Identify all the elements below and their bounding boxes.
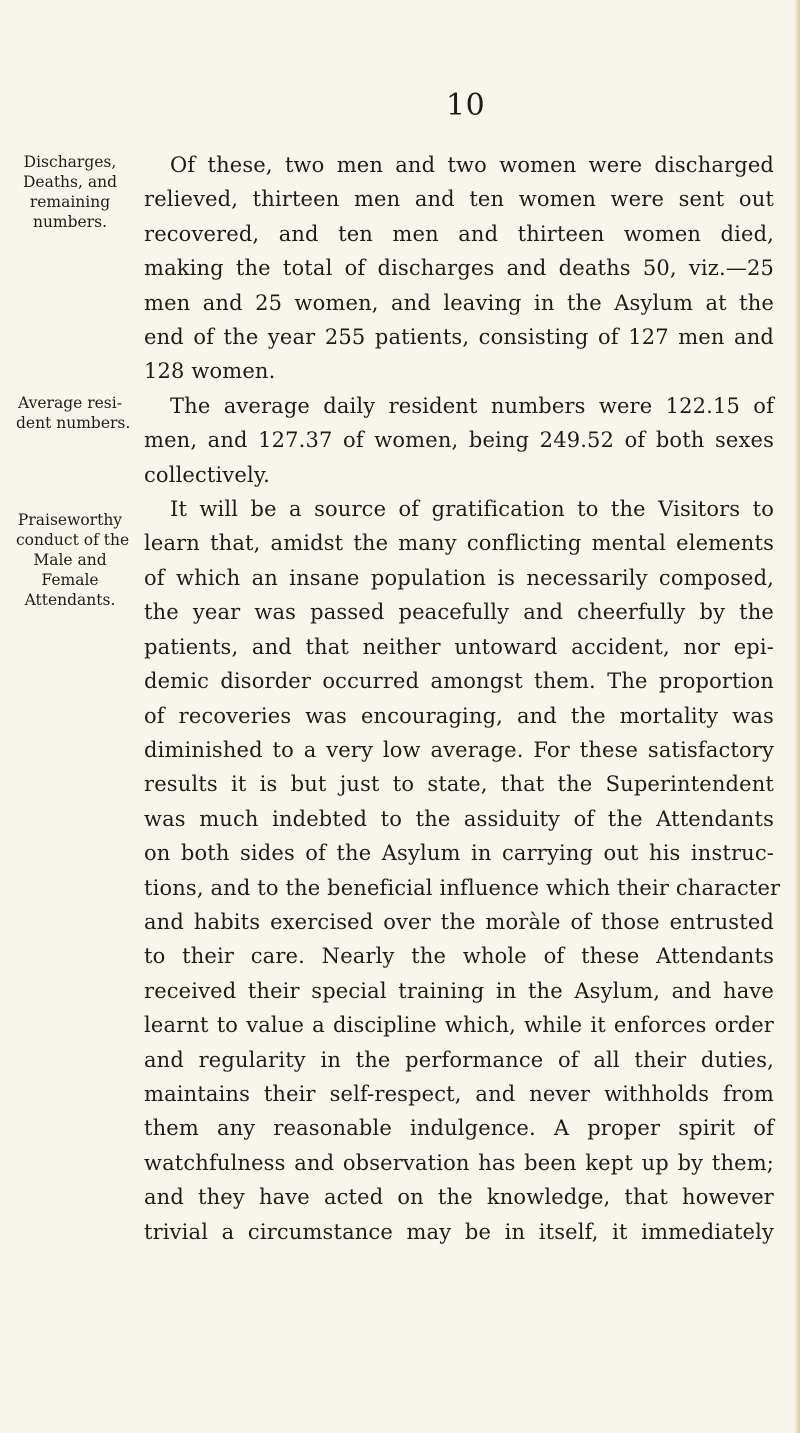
body-line: 128 women. xyxy=(144,359,276,384)
sidenote-line: numbers. xyxy=(32,213,108,231)
page-number: 10 xyxy=(446,88,486,123)
body-line: learnt to value a discipline which, while it enforces order xyxy=(144,1013,774,1038)
body-line: The average daily resident numbers were 122.15 of xyxy=(170,393,774,418)
body-line: recovered, and ten men and thirteen women died, xyxy=(144,221,774,246)
body-line: was much indebted to the assiduity of the Attendants xyxy=(144,806,774,831)
body-line: men, and 127.37 of women, being 249.52 of both sexes xyxy=(144,428,774,453)
body-line: to their care. Nearly the whole of these Attendants xyxy=(144,944,774,969)
body-line: Of these, two men and two women were discharged xyxy=(170,153,774,177)
body-line: end of the year 255 patients, consisting of 127 men and xyxy=(144,325,774,350)
body-line: collectively. xyxy=(144,462,270,487)
body-line: and habits exercised over the moràle of those entrusted xyxy=(144,909,774,934)
sidenote-line: conduct of the xyxy=(16,531,130,549)
sidenote-line: Female xyxy=(41,571,99,589)
body-line: making the total of discharges and deaths 50, viz.—25 xyxy=(144,256,774,281)
body-line: received their special training in the Asylum, and have xyxy=(144,978,774,1003)
body-line: It will be a source of gratification to the Visitors to xyxy=(170,497,774,522)
body-line: demic disorder occurred amongst them. The proportion xyxy=(144,669,774,694)
sidenote-line: dent numbers. xyxy=(16,414,131,432)
body-line: diminished to a very low average. For these satisfactory xyxy=(144,737,774,762)
body-line: and regularity in the performance of all their duties, xyxy=(144,1047,774,1072)
body-line: results it is but just to state, that the Superintendent xyxy=(144,772,774,797)
body-line: them any reasonable indulgence. A proper spirit of xyxy=(144,1116,774,1141)
body-line: maintains their self-respect, and never withholds from xyxy=(144,1081,774,1106)
body-line: and they have acted on the knowledge, that however xyxy=(144,1185,774,1210)
body-line: trivial a circumstance may be in itself, it immediately xyxy=(144,1219,774,1244)
sidenote-line: Deaths, and xyxy=(22,173,117,191)
body-line: patients, and that neither untoward accident, nor epi- xyxy=(144,634,774,659)
sidenote-line: remaining xyxy=(29,193,111,211)
sidenote-praiseworthy-conduct xyxy=(16,510,130,610)
body-line: relieved, thirteen men and ten women were sent out xyxy=(144,187,774,212)
body-line: of which an insane population is necessarily composed, xyxy=(144,565,774,590)
body-line: tions, and to the beneficial influence which their character xyxy=(144,875,781,900)
body-line: the year was passed peacefully and cheerfully by the xyxy=(144,600,774,625)
body-line: watchfulness and observation has been kept up by them; xyxy=(144,1150,774,1175)
body-line: men and 25 women, and leaving in the Asylum at the xyxy=(144,290,774,315)
sidenote-line: Discharges, xyxy=(23,153,117,171)
sidenote-discharges xyxy=(16,152,124,232)
body-line: on both sides of the Asylum in carrying out his instruc- xyxy=(144,841,774,866)
body-line: of recoveries was encouraging, and the mortality was xyxy=(144,703,774,728)
sidenote-line: Praiseworthy xyxy=(17,511,123,529)
sidenote-line: Attendants. xyxy=(24,591,116,609)
sidenote-line: Average resi- xyxy=(18,394,122,412)
body-text xyxy=(144,148,781,1249)
page-edge-shadow xyxy=(794,0,800,1433)
sidenote-line: Male and xyxy=(33,551,107,569)
sidenote-average-resident xyxy=(16,393,131,433)
body-line: learn that, amidst the many conflicting mental elements xyxy=(144,531,774,556)
